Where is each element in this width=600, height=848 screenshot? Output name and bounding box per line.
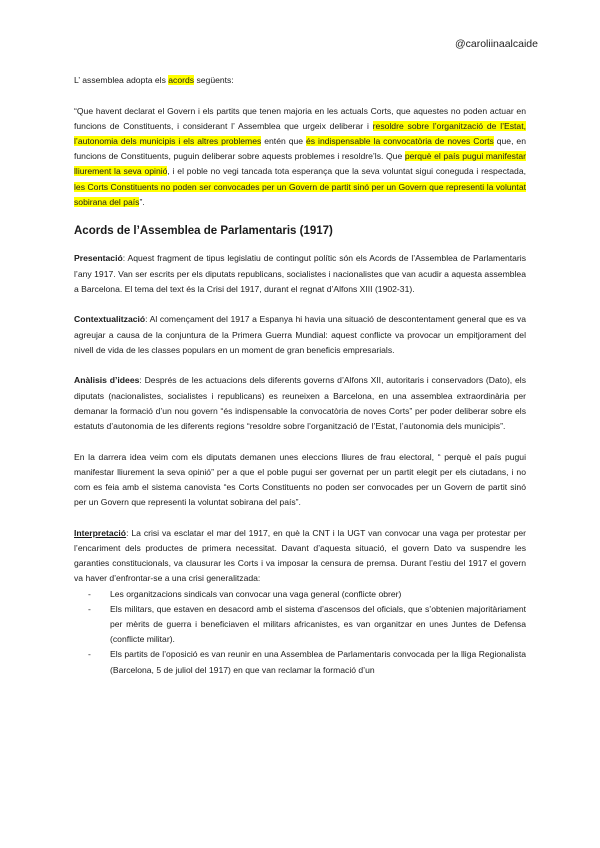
list-item: - Els partits de l’oposició es van reunir en una Assemblea de Parlamentaris convocada per la lliga Regionalista (Barcelona, 5 de juliol del 1917) en que van reclamar la formació d’un <box>74 647 526 677</box>
quote-text-5: ”. <box>139 196 145 207</box>
intro-paragraph <box>74 73 526 88</box>
section-heading: Acords de l’Assemblea de Parlamentaris (1917) <box>74 225 333 238</box>
interpretacio-list <box>74 587 526 678</box>
context-paragraph <box>74 312 526 358</box>
intro-text: L’ assemblea adopta els <box>74 75 169 85</box>
list-item: - Els militars, que estaven en desacord amb el sistema d’ascensos del oficials, que s’obtenien majoritàriament per mèrits de guerra i beneficiaven el militars africanistes, es van organitzar en unes Juntes de Defensa (conflicte militar). <box>74 602 526 648</box>
quote-text-3: que, en funcions de Constituents, puguin deliberar sobre aquests problemes i resoldre’ls. Que <box>74 136 526 162</box>
list-item: - Les organitzacions sindicals van convocar una vaga general (conflicte obrer) <box>74 587 526 602</box>
quote-text-2: entén que <box>261 136 306 146</box>
analisi-text: : Després de les actuacions dels diferents governs d’Alfons XII, autoritaris i conservadors (Dato), els diputats (nacionalistes, socialistes i republicans) es reuneixen a Barcelona, en una assemblea extraordinària per demanar la formació d’un nou govern “és indispensable la convocatòria de noves Corts” per poder deliberar sobre els estatuts d’autonomia de les diferents regions “resoldre sobre l’organització de l’Estat, l’autonomia dels municipis”. <box>74 375 526 432</box>
quote-highlight-1: resoldre sobre l’organització de l’Estat, l’autonomia dels municipis i els altres problemes <box>74 120 526 146</box>
analisi-label: Anàlisis d’idees <box>74 375 140 386</box>
quote-highlight-4: les Corts Constituents no poden ser convocades per un Govern de partit sinó per un Govern que representi la voluntat sobirana del país <box>74 181 526 207</box>
presentacio-text: : Aquest fragment de tipus legislatiu de contingut polític són els Acords de l’Assemblea de Parlamentaris l’any 1917. Van ser escrits per els diputats republicans, socialistes i nacionalistes que van acudir a aquesta assemblea a Barcelona. El tema del text és la Crisi del 1917, durant el regnat d’Alfons XIII (1902-31). <box>74 253 526 294</box>
interpretacio-text: : La crisi va esclatar el mar del 1917, en què la CNT i la UGT van convocar una vaga per protestar per l’encariment dels productes de primera necessitat. Davant d’aquesta situació, el govern Dato va suspendre les garanties constitucionals, va clausurar les Corts i va imposar la censura de premsa. Durant l’estiu del 1917 el govern va haver d’enfrontar-se a una crisi generalitzada: <box>74 527 526 584</box>
interpretacio-paragraph <box>74 526 526 587</box>
context-text: : Al començament del 1917 a Espanya hi havia una situació de descontentament general que es va agreujar a causa de la conjuntura de la Primera Guerra Mundial: aquest conflicte va provocar un empitjorament del nivell de vida de les classes populars en un moment de gran beneficis empresarials. <box>74 314 526 355</box>
highlight-acords: acords <box>168 75 195 85</box>
quote-text-1: “Que havent declarat el Govern i els partits que tenen majoria en les actuals Corts, que aquestes no poden actuar en funcions de Constituents, i considerant l’ Assemblea que urgeix deliberar i <box>74 105 526 131</box>
quote-highlight-2: és indispensable la convocatòria de noves Corts <box>306 136 494 146</box>
quote-paragraph <box>74 104 526 210</box>
context-label: Contextualització <box>74 314 146 325</box>
author-handle: @caroliinaalcaide <box>454 38 538 50</box>
intro-text-end: següents: <box>194 75 234 85</box>
quote-text-4: , i el poble no vegi tancada tota esperança que la seva voluntat sigui coneguda i respectada, <box>167 166 527 177</box>
quote-highlight-3: perquè el país pugui manifestar lliurement la seva opinió <box>74 151 526 177</box>
interpretacio-label: Interpretació <box>74 527 127 538</box>
presentacio-label: Presentació <box>74 253 123 264</box>
document-body <box>74 73 526 678</box>
darrera-paragraph: En la darrera idea veim com els diputats demanen unes eleccions lliures de frau electoral, “ perquè el país pugui manifestar lliurement la seva opinió” per a que el poble pugui ser governat per un partit elegit per els ciutadans, i no com es feia amb el sistema canovista “es Corts Constituents no poden ser convocades per un Govern de partit sinó per un Govern que representi la voluntat sobirana del país”. <box>74 451 526 508</box>
presentacio-paragraph <box>74 251 526 297</box>
analisi-paragraph <box>74 373 526 434</box>
